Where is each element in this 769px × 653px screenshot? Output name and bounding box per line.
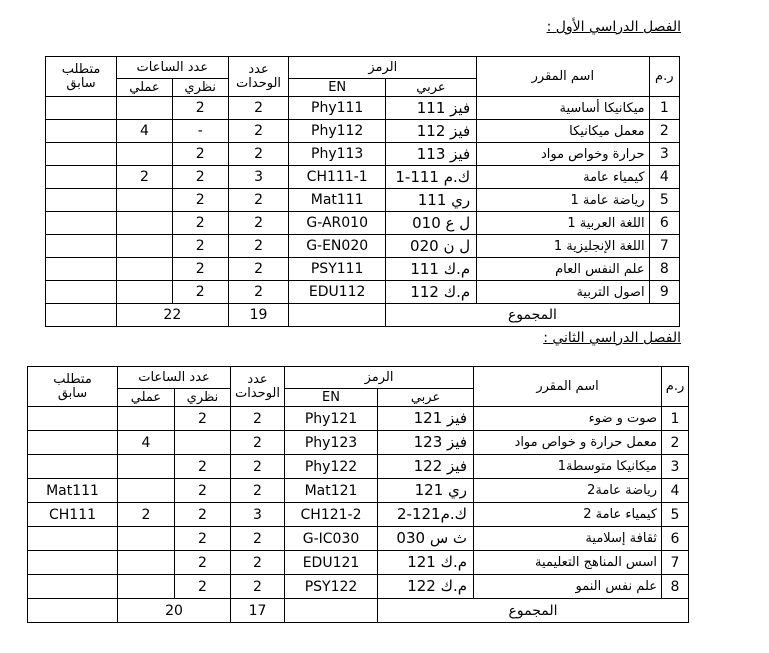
header-theory: نظري xyxy=(175,389,231,407)
total-row xyxy=(46,304,680,327)
header-code-en: EN xyxy=(289,79,385,97)
cell-theory: 2 xyxy=(172,166,228,189)
header-units-line1: عدد xyxy=(248,61,269,77)
semester-1-title: الفصل الدراسي الأول : xyxy=(546,19,681,35)
cell-course-name: صوت و ضوء xyxy=(474,407,662,431)
cell-course-name: اسس المناهج التعليمية xyxy=(474,551,662,575)
cell-theory: 2 xyxy=(172,212,228,235)
cell-code-ar: فيز 112 xyxy=(385,120,476,143)
cell-units: 2 xyxy=(228,235,289,258)
header-prereq xyxy=(28,367,118,407)
cell-units: 2 xyxy=(231,527,285,551)
cell-theory: 2 xyxy=(172,97,228,120)
header-course-name: اسم المقرر xyxy=(477,57,649,97)
cell-course-name: معمل ميكانيكا xyxy=(477,120,649,143)
cell-practical xyxy=(118,575,175,599)
cell-theory: - xyxy=(172,120,228,143)
cell-code-ar: م.ك 112 xyxy=(385,281,476,304)
cell-course-name: ميكانيكا أساسية xyxy=(477,97,649,120)
cell-course-name: رياضة عامة 1 xyxy=(477,189,649,212)
cell-prereq xyxy=(46,212,117,235)
cell-units: 2 xyxy=(231,455,285,479)
cell-code-ar: ري 121 xyxy=(378,479,474,503)
cell-theory: 2 xyxy=(175,527,231,551)
header-units xyxy=(231,367,285,407)
table-row xyxy=(46,235,680,258)
cell-practical xyxy=(118,527,175,551)
cell-theory: 2 xyxy=(175,575,231,599)
cell-units: 2 xyxy=(228,189,289,212)
header-prereq-line2: سابق xyxy=(66,75,96,91)
cell-prereq xyxy=(46,258,117,281)
cell-num: 1 xyxy=(649,97,679,120)
cell-units: 2 xyxy=(228,212,289,235)
total-prereq-blank xyxy=(46,304,117,327)
cell-practical xyxy=(117,258,173,281)
cell-course-name: علم النفس العام xyxy=(477,258,649,281)
cell-theory: 2 xyxy=(172,281,228,304)
cell-code-en: Phy122 xyxy=(285,455,378,479)
cell-units: 2 xyxy=(231,431,285,455)
cell-theory: 2 xyxy=(175,551,231,575)
header-units xyxy=(228,57,289,97)
cell-course-name: ثقافة إسلامية xyxy=(474,527,662,551)
table-row xyxy=(46,97,680,120)
cell-prereq xyxy=(46,97,117,120)
cell-code-ar: ك.م 111-1 xyxy=(385,166,476,189)
cell-units: 2 xyxy=(228,97,289,120)
cell-course-name: اصول التربية xyxy=(477,281,649,304)
header-code: الرمز xyxy=(285,367,474,389)
cell-code-en: Phy123 xyxy=(285,431,378,455)
semester-1-table xyxy=(45,56,680,327)
header-num: ر.م xyxy=(649,57,679,97)
cell-code-ar: م.ك 121 xyxy=(378,551,474,575)
header-prereq-line2: سابق xyxy=(57,385,88,401)
cell-prereq xyxy=(46,281,117,304)
cell-course-name: اللغة الإنجليزية 1 xyxy=(477,235,649,258)
cell-prereq: CH111 xyxy=(28,503,118,527)
header-code-ar: عربي xyxy=(385,79,476,97)
cell-num: 1 xyxy=(662,407,689,431)
table-row xyxy=(46,143,680,166)
cell-practical xyxy=(117,212,173,235)
cell-units: 2 xyxy=(231,575,285,599)
table-row xyxy=(46,166,680,189)
cell-code-en: Phy112 xyxy=(289,120,385,143)
cell-theory: 2 xyxy=(175,455,231,479)
cell-theory xyxy=(175,431,231,455)
cell-num: 8 xyxy=(649,258,679,281)
header-num: ر.م xyxy=(662,367,689,407)
total-hours: 20 xyxy=(118,599,231,623)
total-hours: 22 xyxy=(117,304,229,327)
cell-practical xyxy=(117,235,173,258)
cell-code-en: CH111-1 xyxy=(289,166,385,189)
table-row xyxy=(28,407,689,431)
cell-course-name: كيمياء عامة xyxy=(477,166,649,189)
cell-practical xyxy=(118,455,175,479)
cell-course-name: معمل حرارة و خواص مواد xyxy=(474,431,662,455)
total-label: المجموع xyxy=(378,599,689,623)
cell-code-en: Phy121 xyxy=(285,407,378,431)
cell-practical xyxy=(117,189,173,212)
cell-code-en: Phy113 xyxy=(289,143,385,166)
cell-code-ar: م.ك 122 xyxy=(378,575,474,599)
cell-prereq xyxy=(46,143,117,166)
cell-code-en: PSY111 xyxy=(289,258,385,281)
cell-course-name: كيمياء عامة 2 xyxy=(474,503,662,527)
cell-prereq xyxy=(46,120,117,143)
cell-num: 3 xyxy=(649,143,679,166)
table-row xyxy=(46,120,680,143)
cell-code-ar: فيز 123 xyxy=(378,431,474,455)
cell-num: 5 xyxy=(662,503,689,527)
cell-units: 2 xyxy=(231,551,285,575)
header-units-line2: الوحدات xyxy=(235,385,280,401)
cell-num: 4 xyxy=(649,166,679,189)
header-code-ar: عربي xyxy=(378,389,474,407)
cell-theory: 2 xyxy=(172,143,228,166)
cell-code-ar: ث س 030 xyxy=(378,527,474,551)
cell-units: 3 xyxy=(231,503,285,527)
cell-num: 7 xyxy=(662,551,689,575)
cell-practical: 4 xyxy=(117,120,173,143)
total-blank-cell xyxy=(289,304,385,327)
cell-course-name: اللغة العربية 1 xyxy=(477,212,649,235)
cell-code-en: CH121-2 xyxy=(285,503,378,527)
total-label: المجموع xyxy=(385,304,679,327)
cell-num: 3 xyxy=(662,455,689,479)
table-row xyxy=(28,431,689,455)
table-row xyxy=(46,258,680,281)
header-course-name: اسم المقرر xyxy=(474,367,662,407)
cell-units: 2 xyxy=(231,407,285,431)
table-row xyxy=(28,503,689,527)
table-row xyxy=(28,455,689,479)
total-prereq-blank xyxy=(28,599,118,623)
cell-units: 2 xyxy=(231,479,285,503)
header-units-line1: عدد xyxy=(247,371,268,387)
cell-code-ar: فيز 121 xyxy=(378,407,474,431)
cell-prereq xyxy=(28,575,118,599)
table-row xyxy=(28,575,689,599)
cell-num: 6 xyxy=(662,527,689,551)
cell-prereq xyxy=(46,235,117,258)
cell-prereq xyxy=(28,455,118,479)
cell-units: 2 xyxy=(228,120,289,143)
header-practical: عملي xyxy=(117,79,173,97)
cell-code-en: G-EN020 xyxy=(289,235,385,258)
cell-num: 2 xyxy=(662,431,689,455)
cell-num: 2 xyxy=(649,120,679,143)
cell-code-ar: ل ن 020 xyxy=(385,235,476,258)
cell-units: 3 xyxy=(228,166,289,189)
cell-practical xyxy=(118,551,175,575)
header-practical: عملي xyxy=(118,389,175,407)
total-units: 17 xyxy=(231,599,285,623)
cell-prereq xyxy=(28,407,118,431)
cell-code-en: G-AR010 xyxy=(289,212,385,235)
cell-theory: 2 xyxy=(175,407,231,431)
cell-practical xyxy=(118,479,175,503)
cell-units: 2 xyxy=(228,143,289,166)
cell-code-ar: فيز 122 xyxy=(378,455,474,479)
cell-units: 2 xyxy=(228,258,289,281)
cell-code-en: EDU112 xyxy=(289,281,385,304)
header-prereq-line1: متطلب xyxy=(61,61,101,77)
header-prereq-line1: متطلب xyxy=(53,371,92,387)
table-row xyxy=(46,212,680,235)
header-hours: عدد الساعات xyxy=(117,57,229,79)
cell-prereq xyxy=(28,551,118,575)
total-blank-cell xyxy=(285,599,378,623)
cell-practical xyxy=(117,97,173,120)
cell-prereq xyxy=(46,166,117,189)
cell-code-ar: فيز 113 xyxy=(385,143,476,166)
cell-num: 5 xyxy=(649,189,679,212)
cell-code-ar: فيز 111 xyxy=(385,97,476,120)
cell-practical xyxy=(118,407,175,431)
table-row xyxy=(28,527,689,551)
cell-code-en: Mat121 xyxy=(285,479,378,503)
total-units: 19 xyxy=(228,304,289,327)
cell-num: 8 xyxy=(662,575,689,599)
cell-theory: 2 xyxy=(175,479,231,503)
cell-code-en: G-IC030 xyxy=(285,527,378,551)
cell-course-name: حرارة وخواص مواد xyxy=(477,143,649,166)
cell-units: 2 xyxy=(228,281,289,304)
header-theory: نظري xyxy=(172,79,228,97)
cell-theory: 2 xyxy=(172,258,228,281)
cell-num: 6 xyxy=(649,212,679,235)
cell-code-ar: ل ع 010 xyxy=(385,212,476,235)
table-row xyxy=(46,281,680,304)
cell-code-ar: ك.م121-2 xyxy=(378,503,474,527)
cell-prereq xyxy=(28,431,118,455)
cell-practical xyxy=(117,143,173,166)
cell-num: 4 xyxy=(662,479,689,503)
cell-code-en: Mat111 xyxy=(289,189,385,212)
header-units-line2: الوحدات xyxy=(236,75,282,91)
cell-theory: 2 xyxy=(175,503,231,527)
cell-course-name: رياضة عامة2 xyxy=(474,479,662,503)
table-row xyxy=(28,479,689,503)
cell-prereq: Mat111 xyxy=(28,479,118,503)
cell-theory: 2 xyxy=(172,189,228,212)
header-code: الرمز xyxy=(289,57,477,79)
cell-code-ar: ري 111 xyxy=(385,189,476,212)
cell-practical: 4 xyxy=(118,431,175,455)
cell-practical: 2 xyxy=(117,166,173,189)
cell-code-en: Phy111 xyxy=(289,97,385,120)
cell-code-en: EDU121 xyxy=(285,551,378,575)
header-code-en: EN xyxy=(285,389,378,407)
total-row xyxy=(28,599,689,623)
cell-prereq xyxy=(46,189,117,212)
cell-code-en: PSY122 xyxy=(285,575,378,599)
header-hours: عدد الساعات xyxy=(118,367,231,389)
cell-code-ar: م.ك 111 xyxy=(385,258,476,281)
cell-practical xyxy=(117,281,173,304)
cell-course-name: علم نفس النمو xyxy=(474,575,662,599)
table-row xyxy=(46,189,680,212)
header-prereq xyxy=(46,57,117,97)
cell-num: 7 xyxy=(649,235,679,258)
semester-2-table xyxy=(27,366,689,623)
cell-practical: 2 xyxy=(118,503,175,527)
semester-2-title: الفصل الدراسي الثاني : xyxy=(543,330,681,346)
cell-course-name: ميكانيكا متوسطة1 xyxy=(474,455,662,479)
cell-num: 9 xyxy=(649,281,679,304)
cell-prereq xyxy=(28,527,118,551)
table-row xyxy=(28,551,689,575)
cell-theory: 2 xyxy=(172,235,228,258)
